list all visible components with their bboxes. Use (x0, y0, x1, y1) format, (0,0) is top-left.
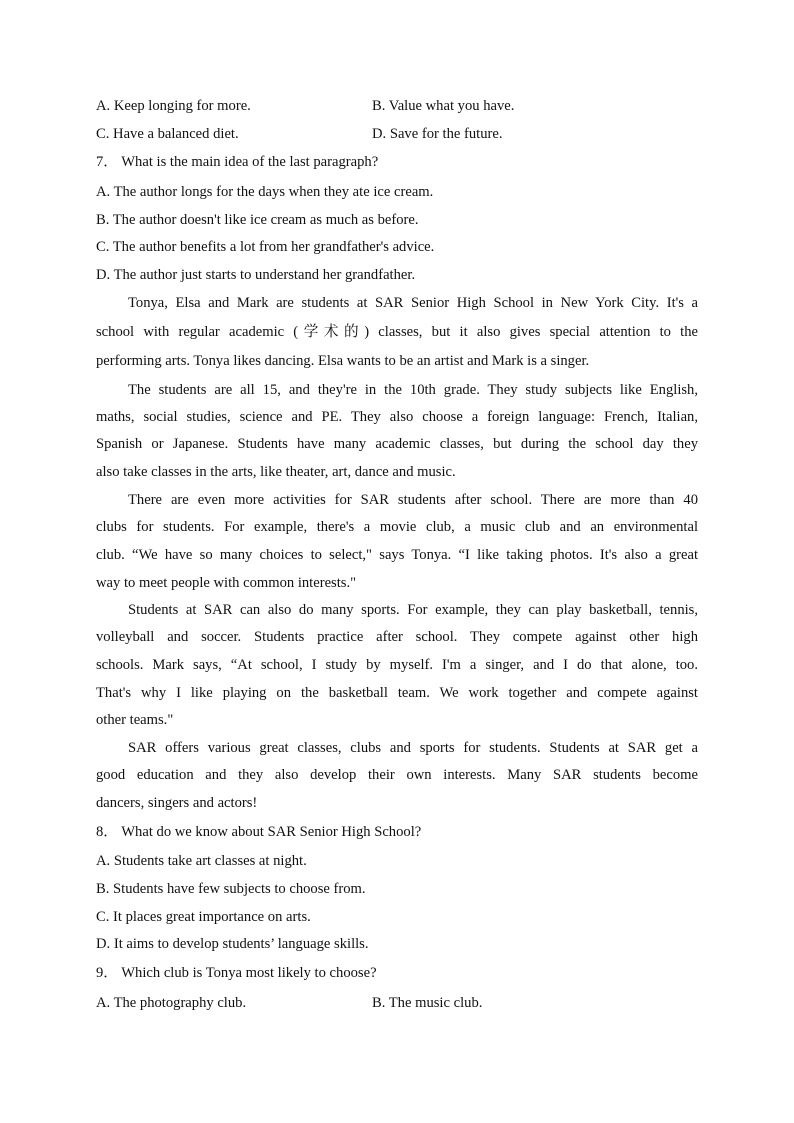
q7-option-a: A. The author longs for the days when they ate ice cream. (96, 184, 434, 200)
passage-p3-line1: There are even more activities for SAR students after school. There are more than 40 (128, 492, 698, 508)
q9-option-b: B. The music club. (372, 995, 483, 1011)
passage-p3-line2: clubs for students. For example, there's a movie club, a music club and an environmental (96, 519, 698, 535)
q9-option-a: A. The photography club. (96, 995, 247, 1011)
passage-p1-line3: performing arts. Tonya likes dancing. Elsa wants to be an artist and Mark is a singer. (96, 353, 590, 369)
passage-p5-line1: SAR offers various great classes, clubs and sports for students. Students at SAR get a (128, 740, 698, 756)
passage-p5-line3: dancers, singers and actors! (96, 795, 258, 811)
q7-option-c: C. The author benefits a lot from her grandfather's advice. (96, 239, 435, 255)
q8-stem: 8． What do we know about SAR Senior High School? (96, 824, 422, 840)
q8-option-a: A. Students take art classes at night. (96, 853, 307, 869)
passage-p2-line1: The students are all 15, and they're in the 10th grade. They study subjects like English, (128, 382, 698, 398)
passage-p2-line3: Spanish or Japanese. Students have many academic classes, but during the school day they (96, 436, 698, 452)
passage-p5-line2: good education and they also develop their own interests. Many SAR students become (96, 767, 698, 783)
passage-p3-line4: way to meet people with common interests." (96, 575, 357, 591)
q7-option-b: B. The author doesn't like ice cream as much as before. (96, 212, 419, 228)
q6-option-b: B. Value what you have. (372, 98, 515, 114)
passage-p4-line3: schools. Mark says, “At school, I study by myself. I'm a singer, and I do that alone, too. (96, 657, 698, 673)
q8-option-d: D. It aims to develop students’ language skills. (96, 936, 369, 952)
q8-option-c: C. It places great importance on arts. (96, 909, 311, 925)
q7-option-d: D. The author just starts to understand her grandfather. (96, 267, 416, 283)
passage-p2-line2: maths, social studies, science and PE. They also choose a foreign language: French, Italian, (96, 409, 698, 425)
q9-stem: 9． Which club is Tonya most likely to choose? (96, 965, 377, 981)
passage-p4-line1: Students at SAR can also do many sports. For example, they can play basketball, tennis, (128, 602, 698, 618)
passage-p2-line4: also take classes in the arts, like theater, art, dance and music. (96, 464, 456, 480)
passage-p4-line5: other teams." (96, 712, 174, 728)
q8-option-b: B. Students have few subjects to choose from. (96, 881, 366, 897)
q6-option-c: C. Have a balanced diet. (96, 126, 239, 142)
q6-option-d: D. Save for the future. (372, 126, 503, 142)
passage-p4-line2: volleyball and soccer. Students practice after school. They compete against other high (96, 629, 698, 645)
q7-stem: 7． What is the main idea of the last paragraph? (96, 154, 379, 170)
passage-p1-line1: Tonya, Elsa and Mark are students at SAR Senior High School in New York City. It's a (128, 295, 698, 311)
passage-p4-line4: That's why I like playing on the basketball team. We work together and compete against (96, 685, 698, 701)
q6-option-a: A. Keep longing for more. (96, 98, 251, 114)
passage-p3-line3: club. “We have so many choices to select," says Tonya. “I like taking photos. It's also a great (96, 547, 698, 563)
passage-p1-line2: school with regular academic (学术的) classes, but it also gives special attention to the (96, 324, 698, 340)
